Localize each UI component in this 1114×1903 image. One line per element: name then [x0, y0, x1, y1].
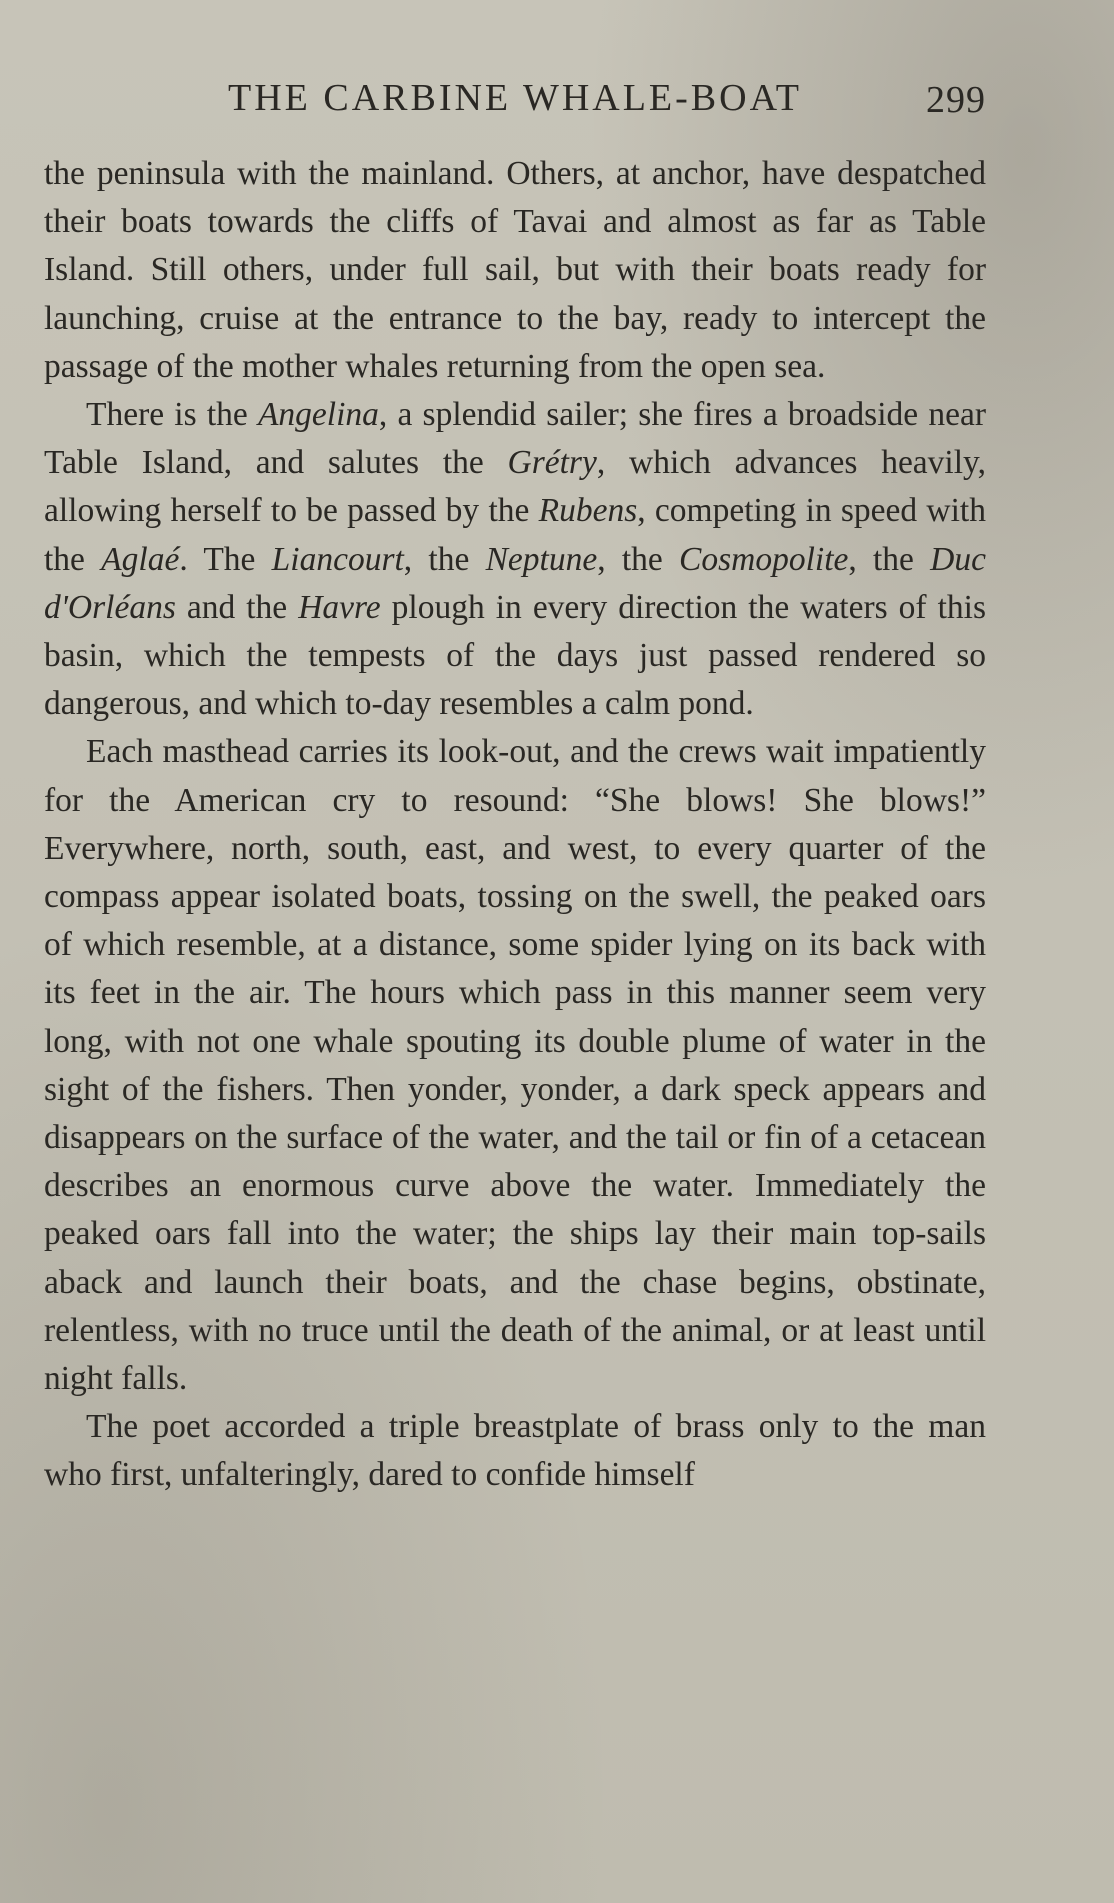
- paragraph: [44, 728, 986, 1403]
- text-run: , which advances heavily, allowing herself to be passed by the: [44, 444, 986, 530]
- italic-ship-name: Neptune: [485, 540, 598, 578]
- text-run: , the: [597, 540, 679, 578]
- italic-ship-name: Angelina: [257, 396, 379, 434]
- text-run: , the: [403, 540, 486, 578]
- italic-ship-name: Rubens: [538, 492, 638, 530]
- text-run: and the: [175, 588, 299, 626]
- text-run: Each masthead carries its look-out, and the crews wait impatiently for the American cry to resound: “She blows! She blows!” Everywhere, north, south, east, and west, to every quarter of the compass appear isolated boats, tossing on the swell, the peaked oars of which resemble, at a distance, some spider lying on its back with its feet in the air. The hours which pass in this manner seem very long, with not one whale spouting its double plume of water in the sight of the fishers. Then yonder, yonder, a dark speck appears and disappears on the surface of the water, and the tail or fin of a cetacean describes an enormous curve above the water. Immediately the peaked oars fall into the water; the ships lay their main top-sails aback and launch their boats, and the chase begins, obstinate, relentless, with no truce until the death of the animal, or at least until night falls.: [44, 733, 986, 1398]
- text-run: , the: [848, 540, 931, 578]
- text-run: The poet accorded a triple breastplate of brass only to the man who first, unfalteringly, dared to confide himself: [44, 1408, 986, 1494]
- text-run: plough in every direction the waters of this basin, which the tempests of the days just passed rendered so dangerous, and which to-day resembles a calm pond.: [44, 588, 986, 723]
- italic-ship-name: Havre: [298, 588, 381, 626]
- paragraph: [44, 1403, 986, 1499]
- italic-ship-name: Cosmopolite: [679, 540, 849, 578]
- text-run: There is the: [86, 396, 258, 434]
- italic-ship-name: Liancourt: [271, 540, 404, 578]
- italic-ship-name: Grétry: [507, 444, 597, 482]
- italic-ship-name: Duc d'Orléans: [44, 540, 986, 626]
- text-run: , a splendid sailer; she fires a broadside near Table Island, and salutes the: [44, 396, 986, 482]
- text-run: . The: [179, 540, 272, 578]
- body-text: [44, 150, 986, 1500]
- paragraph: [44, 150, 986, 391]
- running-head: [44, 70, 986, 124]
- running-title: THE CARBINE WHALE-BOAT: [227, 77, 803, 119]
- text-run: the peninsula with the mainland. Others, at anchor, have despatched their boats towards the cliffs of Tavai and almost as far as Table Island. Still others, under full sail, but with their boats ready for launching, cruise at the entrance to the bay, ready to intercept the passage of the mother whales returning from the open sea.: [44, 155, 986, 385]
- paragraph: [44, 391, 986, 728]
- italic-ship-name: Aglaé: [101, 540, 180, 578]
- text-run: , competing in speed with the: [44, 492, 986, 578]
- page-number: 299: [926, 79, 986, 121]
